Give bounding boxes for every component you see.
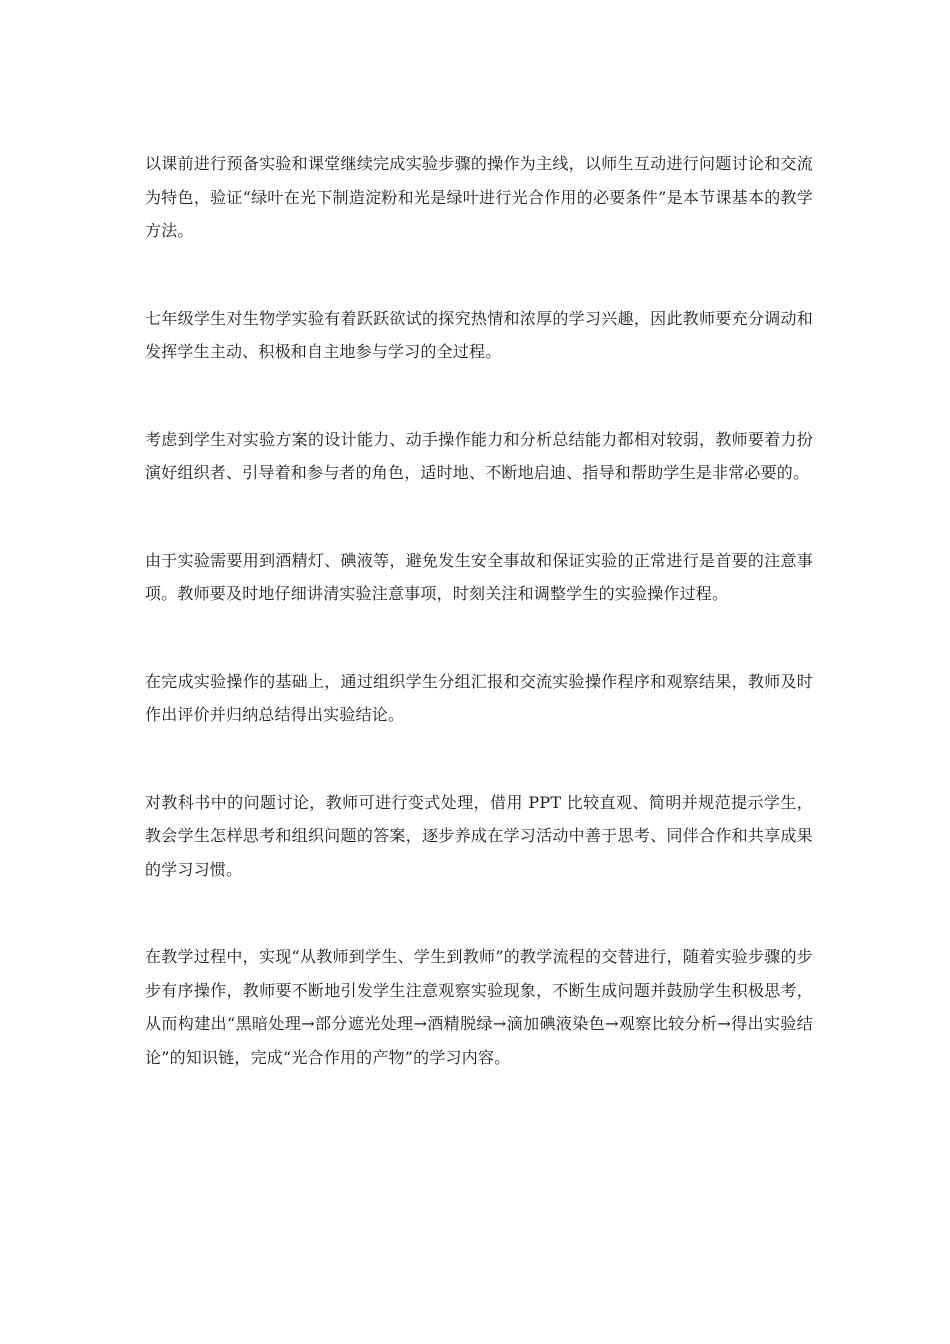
paragraph-process: 在教学过程中，实现“从教师到学生、学生到教师”的教学流程的交替进行，随着实验步骤的步步有序操作，教师要不断地引发学生注意观察实验现象，不断生成问题并鼓励学生积极思考，从而构建出“黑暗处理→部分遮光处理→酒精脱绿→滴加碘液染色→观察比较分析→得出实验结论”的知识链，完成“光合作用的产物”的学习内容。: [145, 947, 813, 1067]
paragraph-teacher-role: 考虑到学生对实验方案的设计能力、动手操作能力和分析总结能力都相对较弱，教师要着力扮演好组织者、引导着和参与者的角色，适时地、不断地启迪、指导和帮助学生是非常必要的。: [145, 429, 813, 482]
paragraph-safety: 由于实验需要用到酒精灯、碘液等，避免发生安全事故和保证实验的正常进行是首要的注意事项。教师要及时地仔细讲清实验注意事项，时刻关注和调整学生的实验操作过程。: [145, 550, 813, 603]
paragraph-conclusion: 在完成实验操作的基础上，通过组织学生分组汇报和交流实验操作程序和观察结果，教师及时作出评价并归纳总结得出实验结论。: [145, 671, 813, 724]
paragraph-student-interest: 七年级学生对生物学实验有着跃跃欲试的探究热情和浓厚的学习兴趣，因此教师要充分调动和发挥学生主动、积极和自主地参与学习的全过程。: [145, 308, 813, 361]
paragraph-discussion: 对教科书中的问题讨论，教师可进行变式处理，借用 PPT 比较直观、简明并规范提示学生，教会学生怎样思考和组织问题的答案，逐步养成在学习活动中善于思考、同伴合作和共享成果的学习习惯。: [145, 792, 813, 879]
paragraph-teaching-method: 以课前进行预备实验和课堂继续完成实验步骤的操作为主线，以师生互动进行问题讨论和交流为特色，验证“绿叶在光下制造淀粉和光是绿叶进行光合作用的必要条件”是本节课基本的教学方法。: [145, 154, 813, 240]
document-body: [145, 147, 813, 1074]
